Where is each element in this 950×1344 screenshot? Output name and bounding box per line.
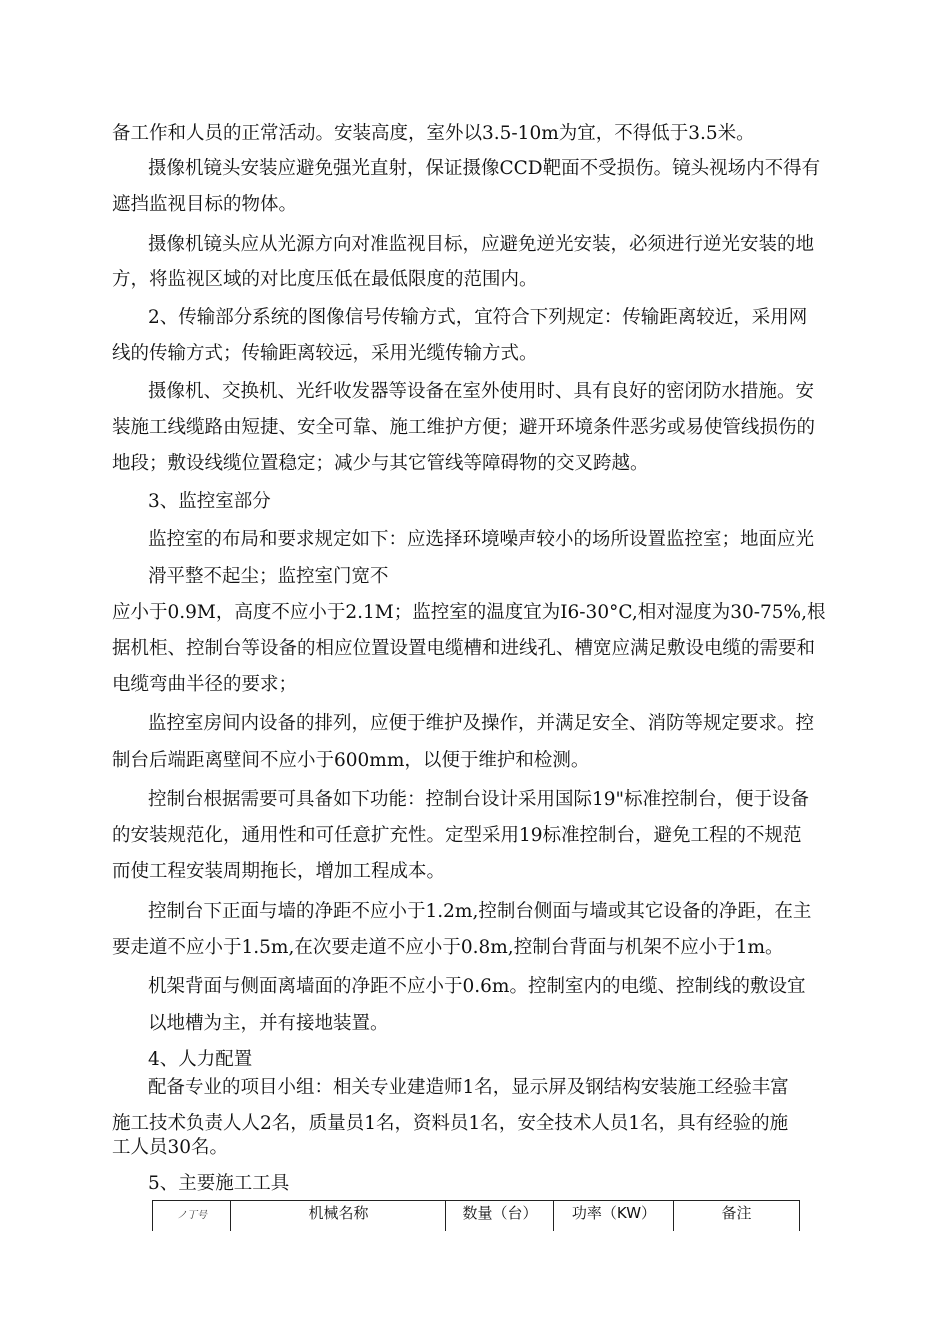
- text-line: 控制台下正面与墙的净距不应小于1.2m,控制台侧面与墙或其它设备的净距，在主: [148, 901, 812, 922]
- text-line: 施工技术负责人人2名，质量员1名，资料员1名，安全技术人员1名，具有经验的施: [112, 1113, 789, 1134]
- text-line: 机架背面与侧面离墙面的净距不应小于0.6m。控制室内的电缆、控制线的敷设宜: [148, 976, 806, 997]
- text-line: 应小于0.9M，高度不应小于2.1M；监控室的温度宜为I6-30°C,相对湿度为30-75%,根: [112, 602, 826, 623]
- text-line: 摄像机镜头应从光源方向对准监视目标，应避免逆光安装，必须进行逆光安装的地: [148, 234, 815, 255]
- text-line: 要走道不应小于1.5m,在次要走道不应小于0.8m,控制台背面与机架不应小于1m。: [112, 937, 784, 958]
- section-heading: 3、监控室部分: [148, 491, 271, 512]
- text-line: 地段；敷设线缆位置稳定；减少与其它管线等障碍物的交叉跨越。: [112, 453, 649, 474]
- text-line: 配备专业的项目小组：相关专业建造师1名，显示屏及钢结构安装施工经验丰富: [148, 1077, 789, 1098]
- text-line: 制台后端距离壁间不应小于600mm，以便于维护和检测。: [112, 750, 590, 771]
- text-line: 摄像机镜头安装应避免强光直射，保证摄像CCD靶面不受损伤。镜头视场内不得有: [148, 158, 821, 179]
- section-heading: 4、人力配置: [148, 1049, 253, 1070]
- text-line: 监控室房间内设备的排列，应便于维护及操作，并满足安全、消防等规定要求。控: [148, 713, 815, 734]
- text-line: 而使工程安装周期拖长，增加工程成本。: [112, 861, 446, 882]
- table-header-cell: ノ丁号: [152, 1201, 231, 1231]
- table-header-cell: 备注: [673, 1201, 800, 1231]
- text-line: 监控室的布局和要求规定如下：应选择环境噪声较小的场所设置监控室；地面应光: [148, 529, 815, 550]
- text-line: 备工作和人员的正常活动。安装高度，室外以3.5-10m为宜，不得低于3.5米。: [112, 123, 755, 144]
- tools-table-header: [152, 1200, 800, 1231]
- text-line: 控制台根据需要可具备如下功能：控制台设计采用国际19"标准控制台，便于设备: [148, 789, 810, 810]
- section-heading: 5、主要施工工具: [148, 1173, 290, 1194]
- text-line: 遮挡监视目标的物体。: [112, 194, 298, 215]
- text-line: 据机柜、控制台等设备的相应位置设置电缆槽和进线孔、槽宽应满足敷设电缆的需要和: [112, 638, 816, 659]
- text-line: 线的传输方式；传输距离较远，采用光缆传输方式。: [112, 343, 538, 364]
- section-heading: 2、传输部分系统的图像信号传输方式，宜符合下列规定：传输距离较近，采用网: [148, 307, 808, 328]
- table-header-cell: 机械名称: [230, 1201, 446, 1231]
- text-line: 摄像机、交换机、光纤收发器等设备在室外使用时、具有良好的密闭防水措施。安: [148, 381, 815, 402]
- text-line: 电缆弯曲半径的要求；: [112, 674, 298, 695]
- table-header-cell: 数量（台）: [445, 1201, 554, 1231]
- table-header-cell: 功率（KW）: [553, 1201, 674, 1231]
- text-line: 以地槽为主，并有接地装置。: [148, 1013, 389, 1034]
- text-line: 的安装规范化，通用性和可任意扩充性。定型采用19标准控制台，避免工程的不规范: [112, 825, 802, 846]
- text-line: 工人员30名。: [112, 1137, 229, 1158]
- text-line: 方，将监视区域的对比度压低在最低限度的范围内。: [112, 269, 538, 290]
- text-line: 装施工线缆路由短捷、安全可靠、施工维护方便；避开环境条件恶劣或易使管线损伤的: [112, 417, 816, 438]
- text-line: 滑平整不起尘；监控室门宽不: [148, 566, 389, 587]
